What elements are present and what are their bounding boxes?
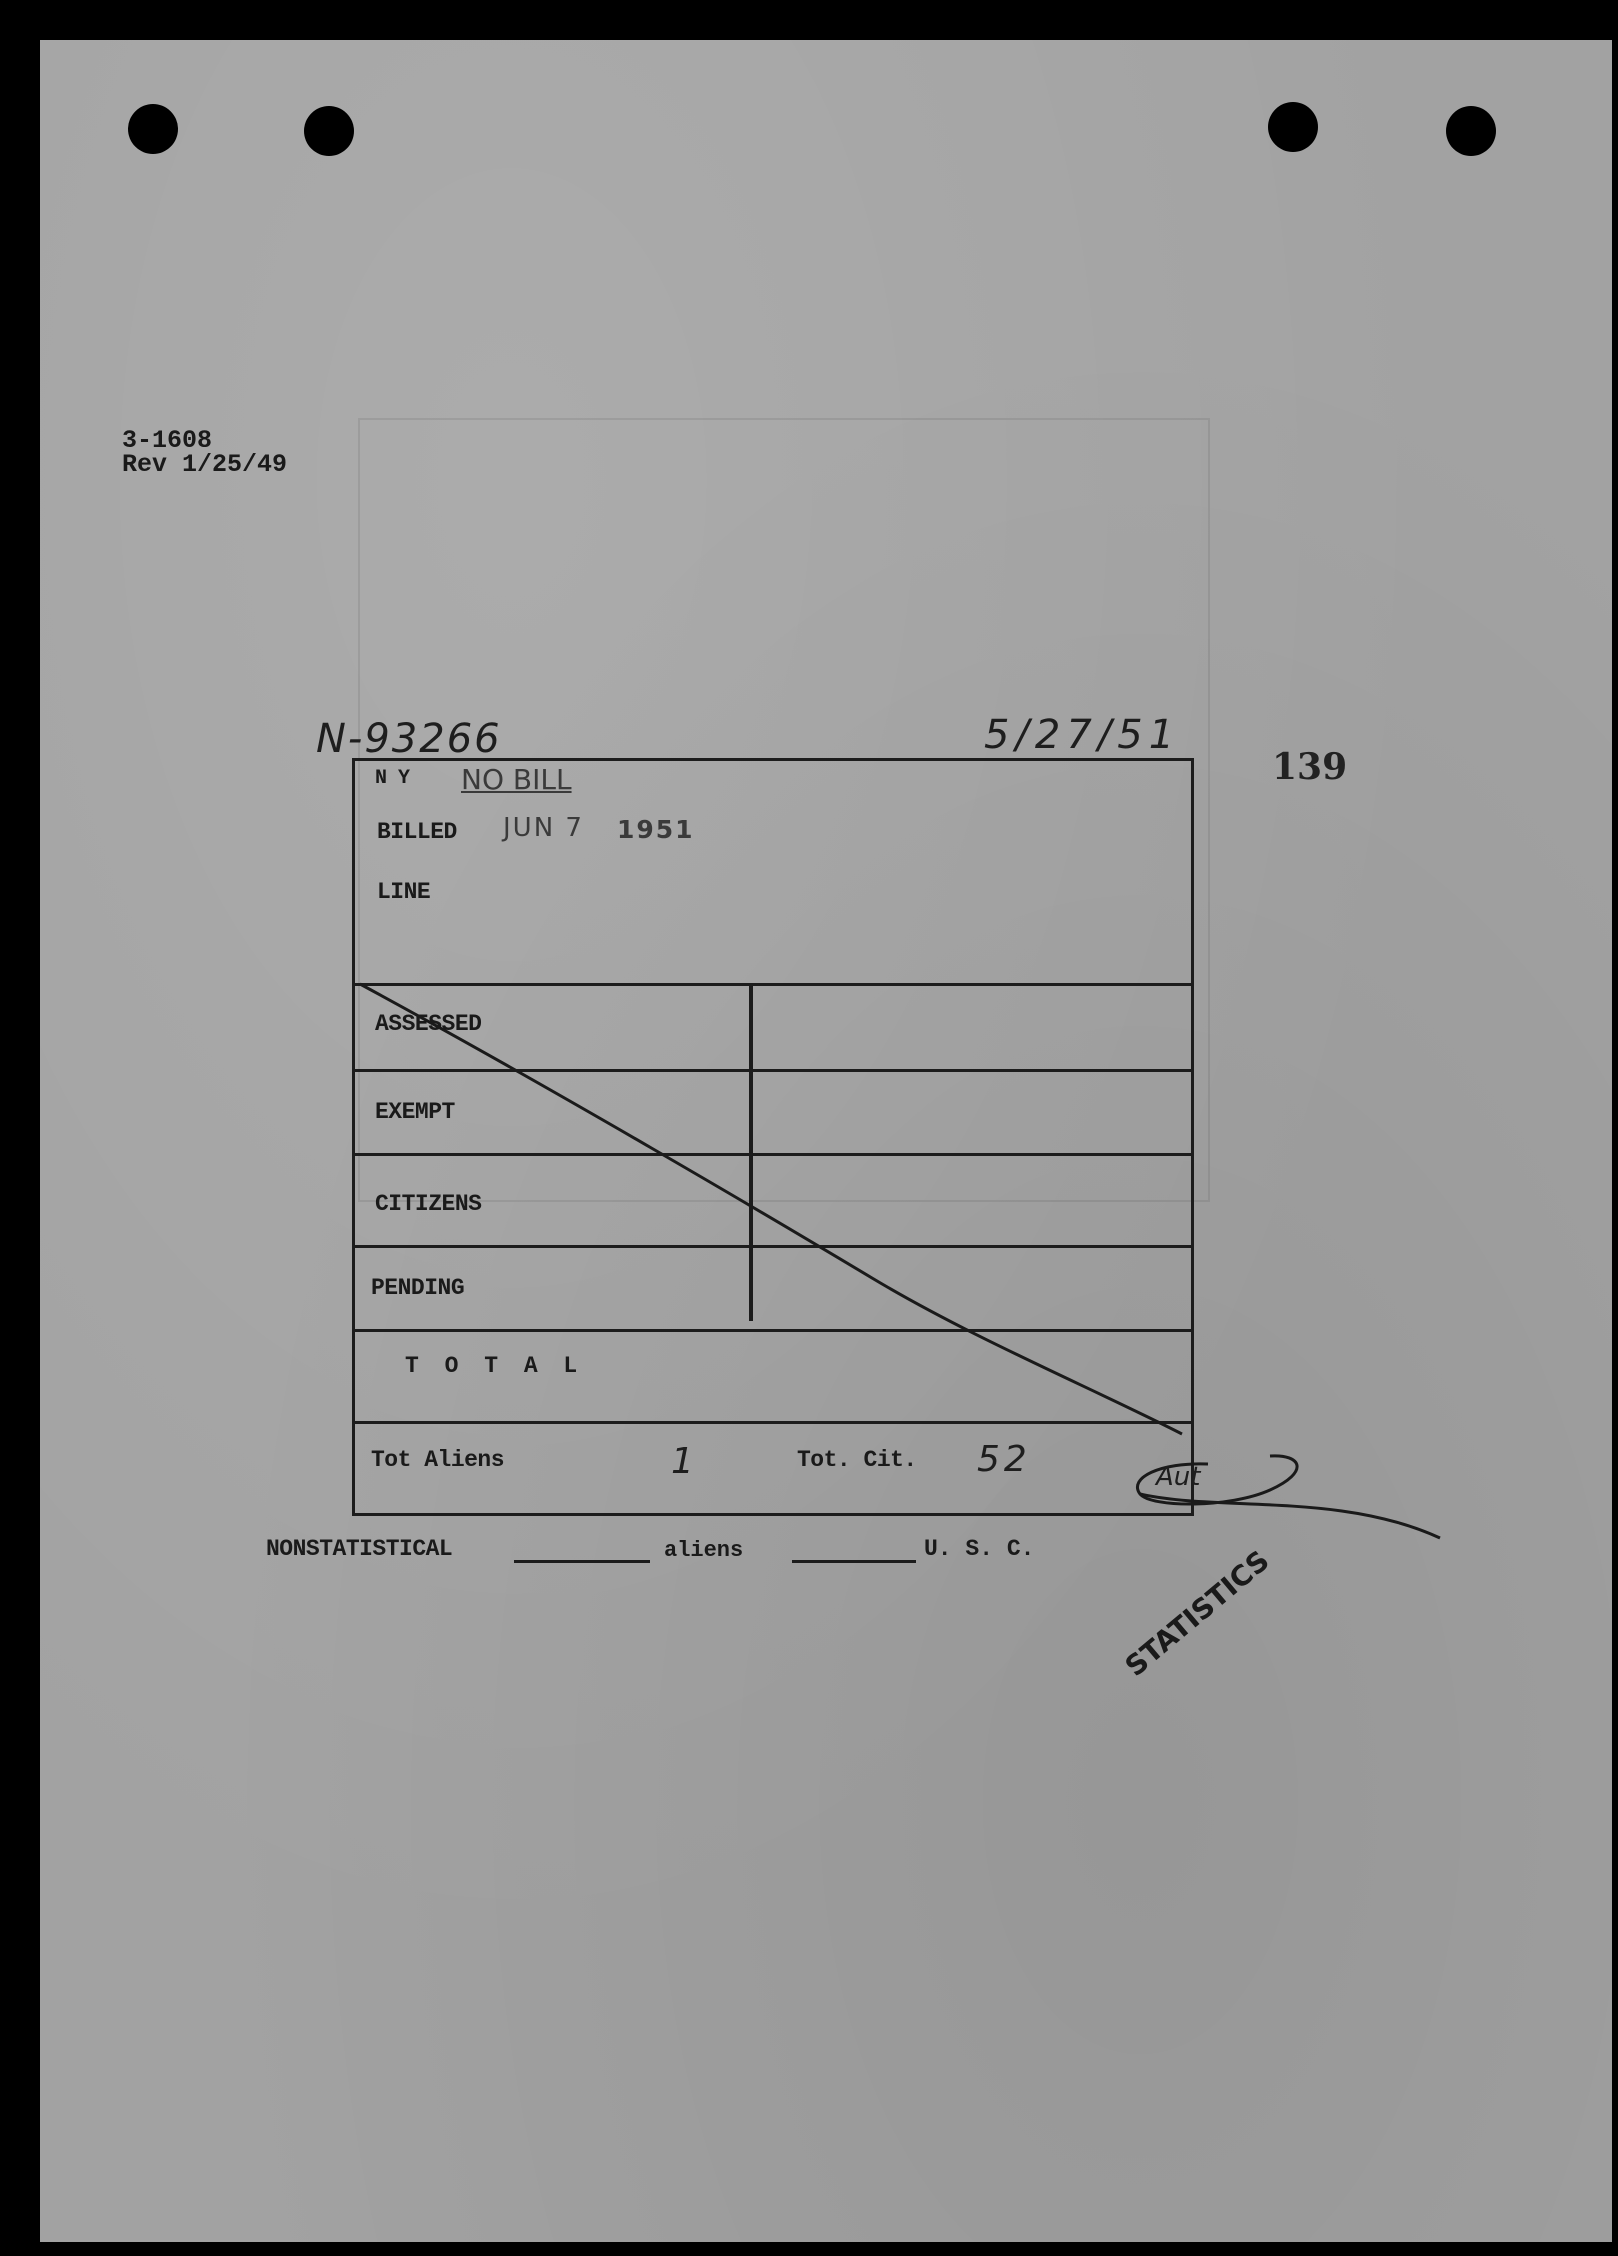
- date-handwritten: 5/27/51: [984, 712, 1181, 758]
- punch-hole: [128, 104, 178, 154]
- tot-aliens-value: 1: [671, 1441, 694, 1482]
- row-label-citizens: CITIZENS: [375, 1191, 482, 1217]
- initials-text: Aut: [1156, 1462, 1201, 1492]
- no-bill-stamp: NO BILL: [461, 763, 572, 796]
- statistics-stamp: STATISTICS: [1118, 1543, 1276, 1683]
- row-label-pending: PENDING: [371, 1275, 465, 1301]
- tot-cit-value: 52: [977, 1439, 1031, 1480]
- punch-hole: [1446, 106, 1496, 156]
- usc-label: U. S. C.: [924, 1536, 1035, 1562]
- ny-label: N Y: [375, 767, 410, 790]
- aliens-label: aliens: [664, 1538, 744, 1563]
- diagonal-strike-line: [352, 758, 1194, 1516]
- nonstatistical-label: NONSTATISTICAL: [266, 1536, 453, 1562]
- file-number-handwritten: N-93266: [316, 716, 502, 762]
- page-number: 139: [1272, 746, 1348, 788]
- nonstatistical-blank: [514, 1560, 650, 1563]
- line-label: LINE: [377, 879, 431, 905]
- document-page: [40, 40, 1612, 2242]
- tot-aliens-label: Tot Aliens: [371, 1447, 505, 1473]
- billed-year-stamp: 1951: [617, 815, 695, 844]
- billed-label: BILLED: [377, 819, 457, 845]
- total-label: T O T A L: [405, 1353, 584, 1379]
- statistics-form-box: [352, 758, 1194, 1516]
- form-revision: Rev 1/25/49: [122, 450, 288, 479]
- row-label-exempt: EXEMPT: [375, 1099, 455, 1125]
- row-label-assessed: ASSESSED: [375, 1011, 482, 1037]
- punch-hole: [1268, 102, 1318, 152]
- form-number: 3-1608: [122, 426, 213, 455]
- punch-hole: [304, 106, 354, 156]
- tot-cit-label: Tot. Cit.: [797, 1447, 917, 1473]
- billed-date-stamp: JUN 7: [503, 813, 584, 843]
- aliens-blank: [792, 1560, 916, 1563]
- initials-signature: [1080, 1448, 1440, 1558]
